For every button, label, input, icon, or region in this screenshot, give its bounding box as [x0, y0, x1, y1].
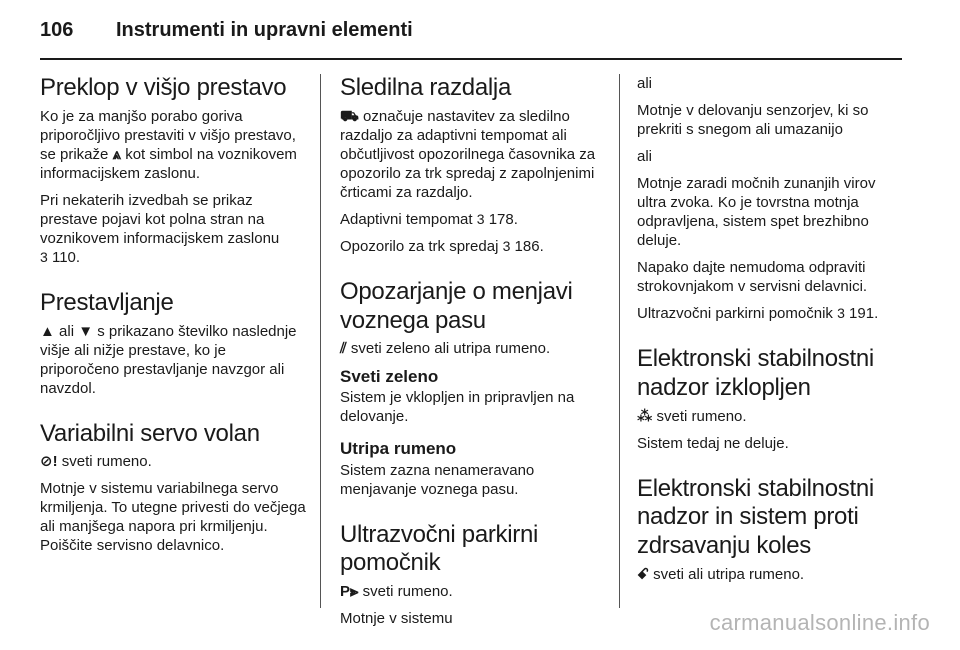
page-reference[interactable]: 178.: [488, 210, 518, 228]
paragraph: Motnje v sistemu: [340, 610, 453, 628]
section-title: Elektronski stabilnostni nadzor izklopljen: [637, 345, 874, 401]
paragraph: Ko je za manjšo porabo goriva priporočljivo prestaviti v višjo prestavo, se prikaže ⩓ kot simbol na voznikovem informacijskem zaslonu.: [40, 107, 297, 182]
section-parking-assist: [340, 521, 608, 629]
subsection-title: Utripa rumeno: [340, 439, 457, 459]
header-title: Instrumenti in upravni elementi: [116, 18, 413, 41]
subsection-flashing: [340, 438, 608, 498]
section-esc-traction: [637, 475, 905, 584]
subsection-title: Sveti zeleno: [340, 367, 439, 387]
page-number: 106: [40, 18, 74, 41]
paragraph: ali: [637, 75, 653, 92]
section-title: Sledilna razdalja: [340, 74, 512, 101]
paragraph: P⫸ sveti rumeno.: [340, 583, 453, 601]
reference-arrow-icon: 3: [40, 248, 48, 265]
reference-arrow-icon: 3: [837, 305, 845, 321]
section-following-distance: [340, 74, 608, 256]
section-title: Ultrazvočni parkirni pomočnik: [340, 520, 539, 577]
section-title: Prestavljanje: [40, 288, 174, 316]
upshift-icon: ⩓: [112, 145, 122, 163]
column-divider: [619, 74, 620, 608]
paragraph: Opozorilo za trk spredaj 3 186.: [340, 237, 544, 255]
section-title: Opozarjanje o menjavi voznega pasu: [340, 277, 573, 334]
reference-arrow-icon: 3: [476, 210, 485, 227]
column-middle: [340, 74, 608, 650]
steering-warning-icon: ⊘!: [40, 453, 58, 471]
paragraph: Adaptivni tempomat 3 178.: [340, 210, 518, 228]
parking-assist-icon: P⫸: [340, 583, 359, 601]
column-divider: [320, 74, 321, 608]
page-header: [40, 12, 413, 48]
paragraph: Pri nekaterih izvedbah se prikaz prestave pojavi kot polna stran na voznikovem informacijskem zaslonu 3 110.: [40, 191, 280, 266]
subsection-green: [340, 366, 608, 426]
paragraph: Motnje v delovanju senzorjev, ki so prekriti s snegom ali umazanijo: [637, 102, 869, 138]
section-lane-departure: [340, 278, 608, 499]
page-reference[interactable]: 186.: [514, 237, 544, 255]
paragraph: Napako dajte nemudoma odpraviti strokovnjakom v servisni delavnici.: [637, 259, 868, 295]
section-esc-off: [637, 345, 905, 453]
paragraph: Motnje zaradi močnih zunanjih virov ultra zvoka. Ko je tovrstna motnja odpravljena, sistem spet brezhibno deluje.: [637, 175, 876, 249]
page-reference[interactable]: 191.: [849, 305, 879, 322]
esc-off-icon: ⁂: [637, 407, 653, 425]
section-title: Variabilni servo volan: [40, 419, 260, 447]
paragraph: Motnje v sistemu variabilnega servo krmiljenja. To utegne privesti do večjega ali manjšega napora pri krmiljenju. Poiščite servisno delavnico.: [40, 480, 306, 555]
paragraph: ꗃ sveti ali utripa rumeno.: [637, 565, 805, 583]
paragraph: ⛟ označuje nastavitev za sledilno razdaljo za adaptivni tempomat ali občutljivost opozorilnega časovnika za opozorilo za trk spredaj z zapolnjenimi črticami za razdaljo.: [340, 107, 596, 201]
section-upshift: [40, 74, 308, 267]
triangle-down-icon: ▼: [78, 322, 94, 340]
vehicle-ahead-icon: ⛟: [340, 107, 359, 125]
paragraph: Sistem zazna nenameravano menjavanje voznega pasu.: [340, 461, 535, 498]
paragraph: ali: [637, 148, 653, 165]
paragraph: ⊘! sveti rumeno.: [40, 453, 152, 471]
paragraph: Sistem tedaj ne deluje.: [637, 434, 789, 452]
paragraph: Ultrazvočni parkirni pomočnik 3 191.: [637, 305, 879, 322]
header-rule: [40, 58, 902, 60]
reference-arrow-icon: 3: [502, 237, 511, 254]
watermark: carmanualsonline.info: [709, 610, 930, 635]
section-shifting: [40, 289, 308, 398]
section-title: Elektronski stabilnostni nadzor in sistem proti zdrsavanju koles: [637, 474, 874, 560]
paragraph: ▲ ali ▼ s prikazano številko naslednje višje ali nižje prestave, ko je priporočeno prestavljanje navzgor ali navzdol.: [40, 322, 297, 397]
section-title: Preklop v višjo prestavo: [40, 74, 287, 101]
lane-departure-icon: ⫽: [340, 340, 347, 358]
esc-traction-icon: ꗃ: [637, 565, 649, 583]
paragraph: ⫽ sveti zeleno ali utripa rumeno.: [340, 340, 551, 358]
column-left: [40, 74, 308, 577]
page-reference[interactable]: 110.: [51, 248, 81, 266]
column-right: [637, 74, 905, 606]
paragraph: Sistem je vklopljen in pripravljen na delovanje.: [340, 389, 575, 426]
section-variable-steering: [40, 420, 308, 556]
triangle-up-icon: ▲: [40, 322, 55, 340]
paragraph: ⁂ sveti rumeno.: [637, 407, 747, 425]
